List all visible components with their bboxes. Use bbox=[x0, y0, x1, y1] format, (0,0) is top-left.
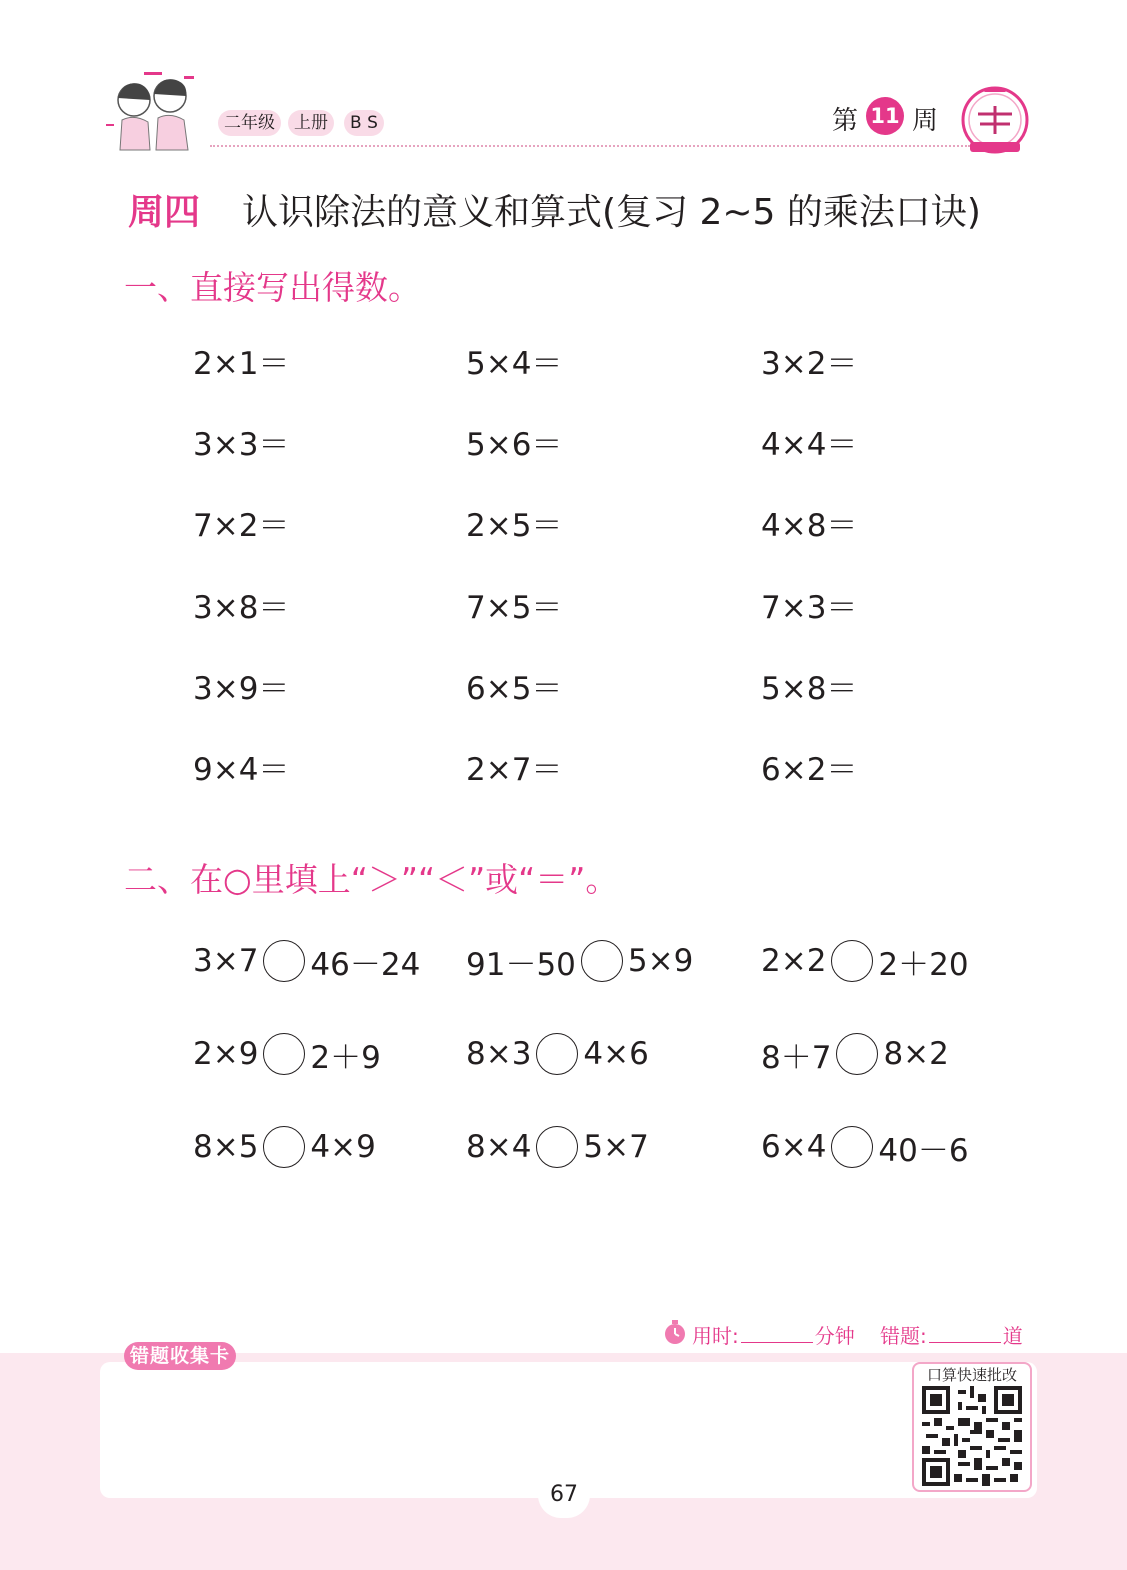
header-divider bbox=[210, 145, 970, 147]
comparison-item bbox=[761, 937, 969, 985]
comparison-item bbox=[761, 1030, 949, 1078]
answer-circle[interactable] bbox=[831, 1126, 873, 1168]
exercise: 2×7＝ bbox=[466, 752, 563, 788]
right-expression: 2＋20 bbox=[878, 946, 969, 983]
exercise: 2×5＝ bbox=[466, 508, 563, 544]
time-blank[interactable] bbox=[741, 1324, 813, 1343]
left-expression: 8×5 bbox=[193, 1129, 259, 1165]
stopwatch-icon bbox=[662, 1318, 688, 1346]
qr-code-icon[interactable] bbox=[922, 1386, 1022, 1486]
exercise: 5×4＝ bbox=[466, 346, 563, 382]
left-expression: 91－50 bbox=[466, 946, 576, 983]
comparison-item bbox=[193, 1030, 381, 1078]
time-label: 用时: bbox=[692, 1324, 739, 1348]
lesson-title: 认识除法的意义和算式(复习 2~5 的乘法口诀) bbox=[242, 192, 981, 233]
answer-circle[interactable] bbox=[836, 1033, 878, 1075]
left-expression: 8×4 bbox=[466, 1129, 532, 1165]
answer-circle[interactable] bbox=[263, 1126, 305, 1168]
exercise: 2×1＝ bbox=[193, 346, 290, 382]
exercise: 3×3＝ bbox=[193, 427, 290, 463]
comparison-item bbox=[193, 1123, 376, 1171]
answer-circle[interactable] bbox=[581, 940, 623, 982]
comparison-item bbox=[761, 1123, 969, 1171]
qr-label: 口算快速批改 bbox=[926, 1366, 1017, 1384]
comparison-item bbox=[193, 937, 420, 985]
left-expression: 2×9 bbox=[193, 1036, 259, 1072]
comparison-item bbox=[466, 1030, 649, 1078]
exercise: 6×2＝ bbox=[761, 752, 858, 788]
errors-blank[interactable] bbox=[929, 1324, 1001, 1343]
answer-circle[interactable] bbox=[263, 940, 305, 982]
right-expression: 40－6 bbox=[878, 1132, 969, 1169]
comparison-item bbox=[466, 1123, 649, 1171]
time-unit: 分钟 bbox=[814, 1324, 855, 1348]
day-label: 周四 bbox=[128, 192, 201, 233]
section-1-heading: 一、直接写出得数。 bbox=[124, 268, 421, 307]
left-expression: 3×7 bbox=[193, 943, 259, 979]
time-stat bbox=[692, 1320, 855, 1349]
week-prefix: 第 bbox=[832, 106, 859, 136]
errors-unit: 道 bbox=[1002, 1324, 1023, 1348]
left-expression: 6×4 bbox=[761, 1129, 827, 1165]
comparison-item bbox=[466, 937, 693, 985]
right-expression: 46－24 bbox=[310, 946, 421, 983]
right-expression: 4×9 bbox=[310, 1129, 376, 1165]
exercise: 6×5＝ bbox=[466, 671, 563, 707]
errors-label: 错题: bbox=[880, 1324, 927, 1348]
grade-pill: 二年级 bbox=[218, 110, 281, 136]
exercise: 5×8＝ bbox=[761, 671, 858, 707]
left-expression: 8＋7 bbox=[761, 1039, 832, 1076]
exercise: 3×9＝ bbox=[193, 671, 290, 707]
exercise: 4×8＝ bbox=[761, 508, 858, 544]
right-expression: 8×2 bbox=[883, 1036, 949, 1072]
mistake-card-title: 错题收集卡 bbox=[124, 1342, 236, 1370]
kids-illustration-icon bbox=[104, 70, 208, 156]
exercise: 7×3＝ bbox=[761, 590, 858, 626]
brand-seal-icon bbox=[958, 80, 1032, 158]
right-expression: 2＋9 bbox=[310, 1039, 381, 1076]
left-expression: 8×3 bbox=[466, 1036, 532, 1072]
edition-pill: B S bbox=[344, 110, 384, 136]
exercise: 3×8＝ bbox=[193, 590, 290, 626]
answer-circle[interactable] bbox=[536, 1126, 578, 1168]
volume-pill: 上册 bbox=[288, 110, 334, 136]
exercise: 3×2＝ bbox=[761, 346, 858, 382]
week-suffix: 周 bbox=[912, 106, 939, 136]
answer-circle[interactable] bbox=[536, 1033, 578, 1075]
exercise: 7×5＝ bbox=[466, 590, 563, 626]
answer-circle[interactable] bbox=[831, 940, 873, 982]
page-number: 67 bbox=[538, 1472, 590, 1518]
right-expression: 5×7 bbox=[583, 1129, 649, 1165]
answer-circle[interactable] bbox=[263, 1033, 305, 1075]
week-number-badge: 11 bbox=[866, 97, 904, 135]
exercise: 9×4＝ bbox=[193, 752, 290, 788]
section-2-heading: 二、在○里填上“＞”“＜”或“＝”。 bbox=[124, 860, 619, 899]
right-expression: 5×9 bbox=[627, 943, 694, 979]
exercise: 7×2＝ bbox=[193, 508, 290, 544]
left-expression: 2×2 bbox=[761, 943, 827, 979]
errors-stat bbox=[880, 1320, 1023, 1349]
exercise: 5×6＝ bbox=[466, 427, 563, 463]
right-expression: 4×6 bbox=[583, 1036, 649, 1072]
exercise: 4×4＝ bbox=[761, 427, 858, 463]
